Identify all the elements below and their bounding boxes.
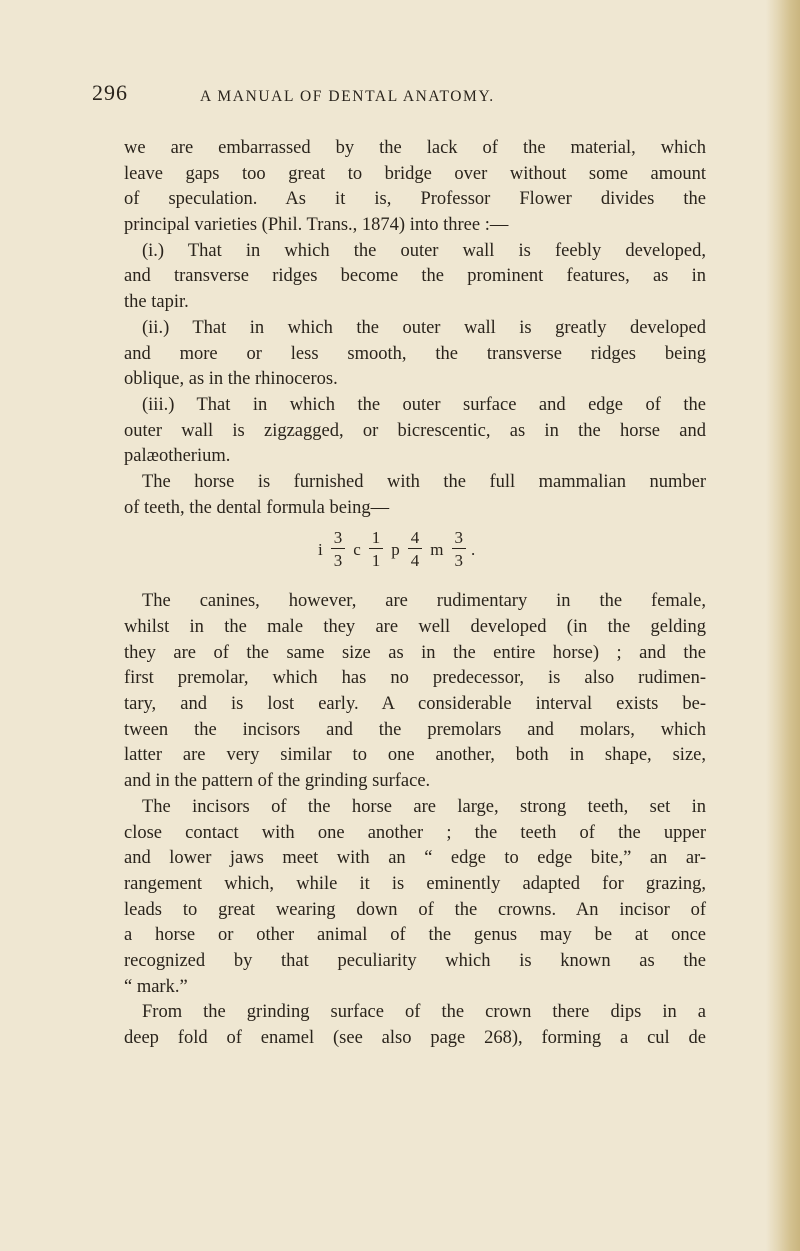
text-line: tween the incisors and the premolars and molars, which xyxy=(124,719,706,740)
text-line: and transverse ridges become the prominent features, as in xyxy=(124,266,706,287)
formula-numerator: 3 xyxy=(331,529,346,549)
text-line: (ii.) That in which the outer wall is greatly developed xyxy=(142,317,706,338)
text-line: a horse or other animal of the genus may be at once xyxy=(124,925,706,946)
formula-denominator: 3 xyxy=(333,551,343,571)
text-line: The horse is furnished with the full mammalian number xyxy=(142,471,706,492)
text-line: and lower jaws meet with an “ edge to edge bite,” an ar- xyxy=(124,848,706,869)
formula-fraction-molar xyxy=(450,529,469,569)
formula-symbol-canine: c xyxy=(353,539,361,559)
text-line: rangement which, while it is eminently adapted for grazing, xyxy=(124,873,706,894)
running-head: A MANUAL OF DENTAL ANATOMY. xyxy=(200,88,495,105)
text-line: deep fold of enamel (see also page 268), forming a cul de xyxy=(124,1028,706,1048)
formula-fraction-incisor xyxy=(329,529,348,569)
text-line: the tapir. xyxy=(124,292,189,313)
text-line: recognized by that peculiarity which is known as the xyxy=(124,950,706,971)
formula-symbol-incisor: i xyxy=(318,539,323,559)
text-line: The incisors of the horse are large, strong teeth, set in xyxy=(142,796,706,817)
text-line: leads to great wearing down of the crowns. An incisor of xyxy=(124,899,706,920)
text-line: outer wall is zigzagged, or bicrescentic, as in the horse and xyxy=(124,420,706,441)
text-line: leave gaps too great to bridge over without some amount xyxy=(124,163,706,184)
text-line: they are of the same size as in the entire horse) ; and the xyxy=(124,642,706,663)
text-line: palæotherium. xyxy=(124,446,231,467)
text-line: tary, and is lost early. A considerable interval exists be- xyxy=(124,694,706,715)
text-line: of teeth, the dental formula being— xyxy=(124,497,390,518)
formula-fraction-canine xyxy=(367,529,386,569)
text-line: (iii.) That in which the outer surface and edge of the xyxy=(142,394,706,415)
formula-denominator: 4 xyxy=(410,551,420,571)
text-line: and in the pattern of the grinding surface. xyxy=(124,771,431,792)
page-edge-shadow xyxy=(766,0,800,1251)
text-line: first premolar, which has no predecessor, is also rudimen- xyxy=(124,668,706,689)
text-line: and more or less smooth, the transverse ridges being xyxy=(124,343,706,364)
formula-denominator: 3 xyxy=(454,551,464,571)
text-line: oblique, as in the rhinoceros. xyxy=(124,369,338,390)
formula-denominator: 1 xyxy=(371,551,381,571)
dental-formula-block xyxy=(124,521,706,589)
text-line: whilst in the male they are well developed (in the gelding xyxy=(124,617,706,637)
text-line: we are embarrassed by the lack of the material, which xyxy=(124,138,706,158)
text-line: of speculation. As it is, Professor Flower divides the xyxy=(124,189,706,210)
formula-fraction-premolar xyxy=(406,529,425,569)
formula-numerator: 4 xyxy=(408,529,423,549)
text-line: “ mark.” xyxy=(124,976,188,997)
text-line: The canines, however, are rudimentary in the female, xyxy=(142,591,706,612)
text-line: (i.) That in which the outer wall is feebly developed, xyxy=(142,240,706,261)
formula-symbol-molar: m xyxy=(430,539,444,559)
text-line: From the grinding surface of the crown there dips in a xyxy=(142,1002,706,1023)
formula-end-punctuation: . xyxy=(471,539,476,559)
text-line: latter are very similar to one another, both in shape, size, xyxy=(124,745,706,766)
page-number: 296 xyxy=(92,80,128,105)
text-line: principal varieties (Phil. Trans., 1874) into three :— xyxy=(124,215,509,236)
text-line: close contact with one another ; the teeth of the upper xyxy=(124,822,706,843)
formula-numerator: 3 xyxy=(452,529,467,549)
body-text xyxy=(124,136,706,1052)
formula-symbol-premolar: p xyxy=(391,539,400,559)
formula-numerator: 1 xyxy=(369,529,384,549)
dental-formula xyxy=(312,529,475,569)
